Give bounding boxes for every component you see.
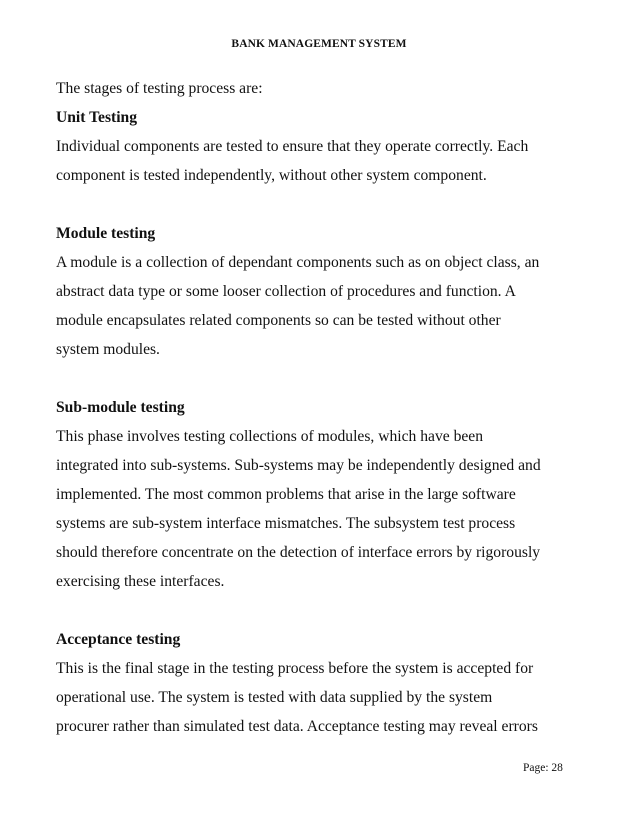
section-heading-module-testing: Module testing	[56, 225, 156, 242]
section-heading-sub-module-testing: Sub-module testing	[56, 399, 185, 416]
section-heading-acceptance-testing: Acceptance testing	[56, 631, 181, 648]
paragraph-line: This is the final stage in the testing process before the system is accepted for	[56, 660, 534, 677]
paragraph-line: module encapsulates related components so can be tested without other	[56, 312, 501, 329]
paragraph-line: component is tested independently, without other system component.	[56, 167, 487, 184]
page-number: Page: 28	[523, 762, 563, 774]
intro-text: The stages of testing process are:	[56, 80, 263, 97]
paragraph-line: This phase involves testing collections of modules, which have been	[56, 428, 484, 445]
section-heading-unit-testing: Unit Testing	[56, 109, 138, 126]
page-header: BANK MANAGEMENT SYSTEM	[231, 38, 407, 50]
document-body	[56, 74, 596, 741]
paragraph-line: exercising these interfaces.	[56, 573, 225, 590]
paragraph-line: systems are sub-system interface mismatches. The subsystem test process	[56, 515, 516, 532]
paragraph-line: system modules.	[56, 341, 160, 358]
paragraph-line: integrated into sub-systems. Sub-systems may be independently designed and	[56, 457, 541, 474]
paragraph-line: should therefore concentrate on the detection of interface errors by rigorously	[56, 544, 541, 561]
paragraph-line: implemented. The most common problems that arise in the large software	[56, 486, 516, 503]
paragraph-line: procurer rather than simulated test data. Acceptance testing may reveal errors	[56, 718, 538, 735]
paragraph-line: Individual components are tested to ensure that they operate correctly. Each	[56, 138, 529, 155]
section-spacer	[56, 596, 596, 625]
paragraph-line: abstract data type or some looser collection of procedures and function. A	[56, 283, 516, 300]
paragraph-line: A module is a collection of dependant components such as on object class, an	[56, 254, 540, 271]
paragraph-line: operational use. The system is tested with data supplied by the system	[56, 689, 493, 706]
section-spacer	[56, 364, 596, 393]
section-spacer	[56, 190, 596, 219]
